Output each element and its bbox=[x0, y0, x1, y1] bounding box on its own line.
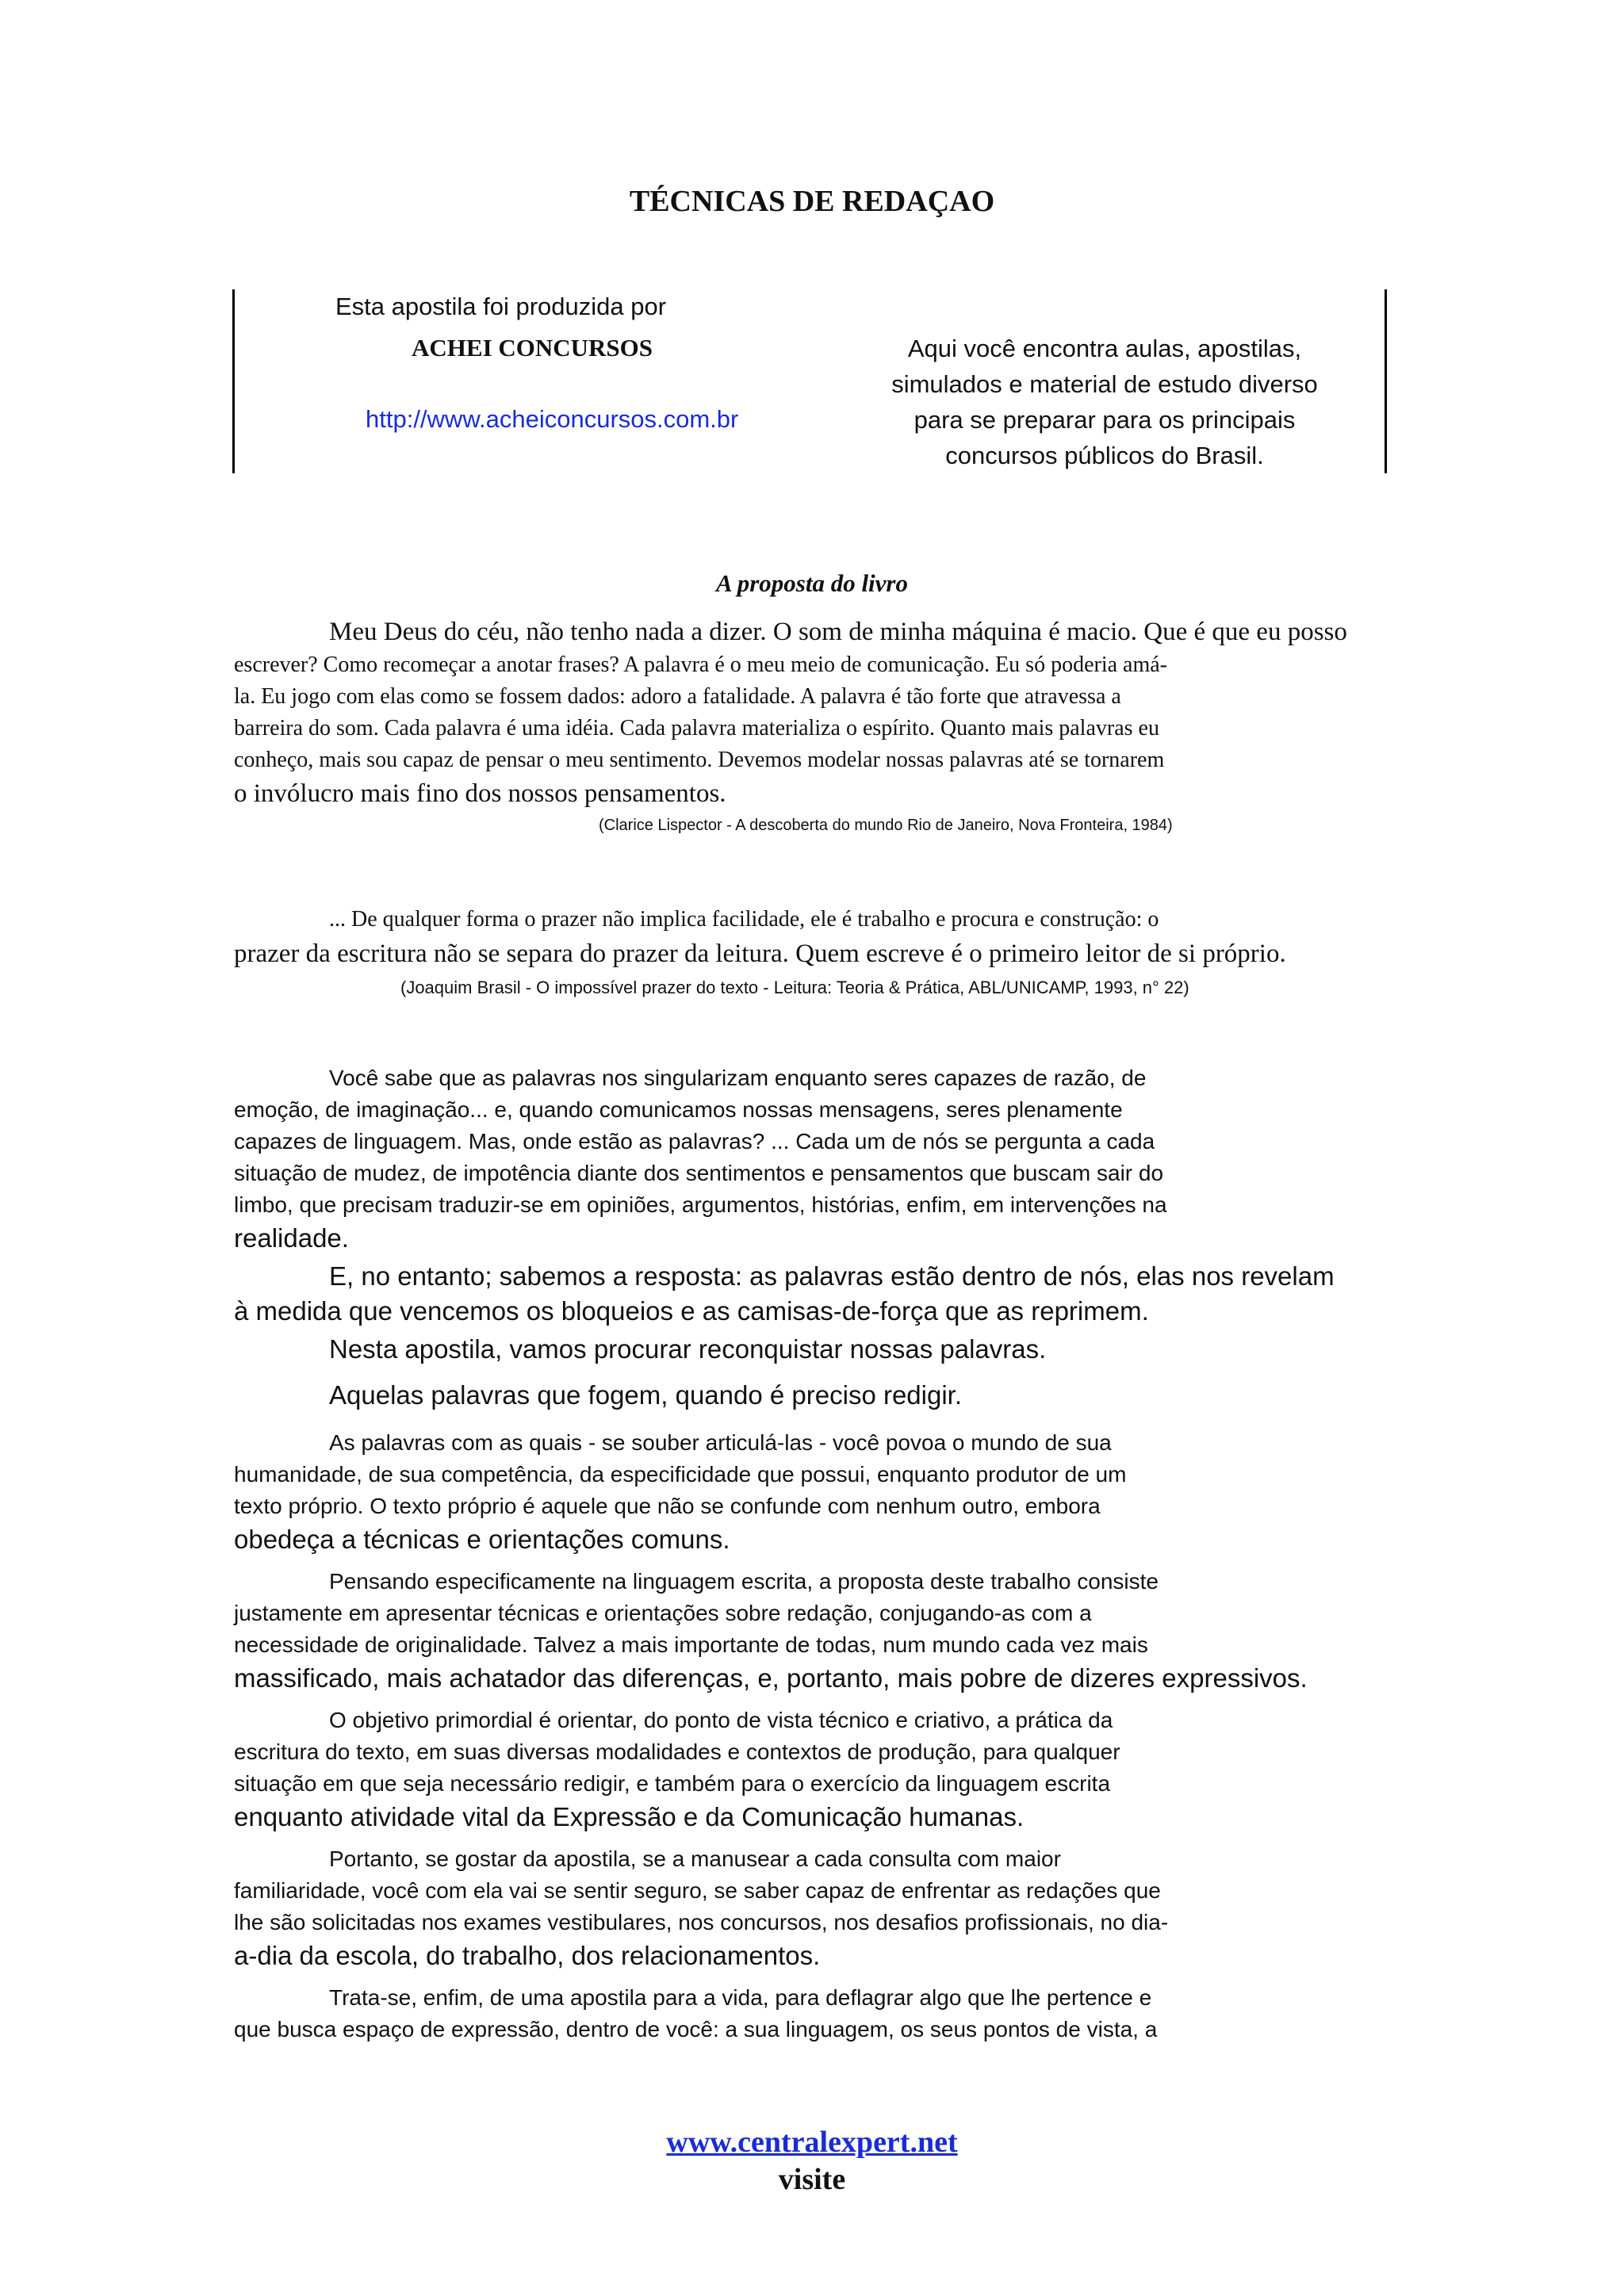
quote-line: conheço, mais sou capaz de pensar o meu sentimento. Devemos modelar nossas palavras até se tornarem bbox=[234, 748, 1165, 772]
body-paragraph bbox=[234, 1566, 1400, 1696]
quote-citation: (Joaquim Brasil - O impossível prazer do texto - Leitura: Teoria & Prática, ABL/UNICAMP, 1993, n° 22) bbox=[400, 978, 1189, 997]
quote-citation: (Clarice Lispector - A descoberta do mundo Rio de Janeiro, Nova Fronteira, 1984) bbox=[599, 817, 1173, 834]
paragraph-line: Trata-se, enfim, de uma apostila para a vida, para deflagrar algo que lhe pertence e bbox=[329, 1985, 1152, 2010]
body-paragraph bbox=[234, 1843, 1400, 1973]
paragraph-line: texto próprio. O texto próprio é aquele que não se confunde com nenhum outro, embora bbox=[234, 1494, 1101, 1518]
org-url-link[interactable]: http://www.acheiconcursos.com.br bbox=[366, 405, 739, 433]
paragraph-line: As palavras com as quais - se souber articulá-las - você povoa o mundo de sua bbox=[329, 1430, 1112, 1455]
paragraph-line: necessidade de originalidade. Talvez a mais importante de todas, num mundo cada vez mais bbox=[234, 1632, 1148, 1657]
paragraph-line: situação em que seja necessário redigir, e também para o exercício da linguagem escrita bbox=[234, 1771, 1111, 1796]
notice-description-line: Aqui você encontra aulas, apostilas, bbox=[907, 335, 1302, 362]
paragraph-line: capazes de linguagem. Mas, onde estão as palavras? ... Cada um de nós se pergunta a cada bbox=[234, 1129, 1155, 1154]
quote-joaquim bbox=[234, 904, 1400, 972]
footer-visit-text: visite bbox=[778, 2163, 846, 2196]
paragraph-line: obedeça a técnicas e orientações comuns. bbox=[234, 1525, 730, 1554]
document-title: TÉCNICAS DE REDAÇAO bbox=[629, 185, 995, 218]
paragraph-line: Aquelas palavras que fogem, quando é preciso redigir. bbox=[329, 1380, 963, 1410]
quote-line: prazer da escritura não se separa do prazer da leitura. Quem escreve é o primeiro leitor de si próprio. bbox=[234, 939, 1286, 968]
body-paragraph bbox=[234, 1427, 1400, 1557]
paragraph-line: emoção, de imaginação... e, quando comunicamos nossas mensagens, seres plenamente bbox=[234, 1097, 1123, 1122]
section-heading: A proposta do livro bbox=[715, 569, 908, 597]
quote-line: o invólucro mais fino dos nossos pensamentos. bbox=[234, 779, 726, 808]
paragraph-line: situação de mudez, de impotência diante dos sentimentos e pensamentos que buscam sair do bbox=[234, 1161, 1164, 1185]
notice-description-line: para se preparar para os principais bbox=[914, 406, 1296, 434]
paragraph-line: limbo, que precisam traduzir-se em opiniões, argumentos, histórias, enfim, em intervenções na bbox=[234, 1192, 1167, 1217]
paragraph-line: Portanto, se gostar da apostila, se a manusear a cada consulta com maior bbox=[329, 1846, 1061, 1871]
paragraph-line: justamente em apresentar técnicas e orientações sobre redação, conjugando-as com a bbox=[234, 1601, 1092, 1625]
paragraph-line: O objetivo primordial é orientar, do ponto de vista técnico e criativo, a prática da bbox=[329, 1708, 1113, 1732]
produced-by-text: Esta apostila foi produzida por bbox=[335, 293, 667, 320]
quote-line: ... De qualquer forma o prazer não implica facilidade, ele é trabalho e procura e construção: o bbox=[329, 907, 1159, 932]
paragraph-line: Pensando especificamente na linguagem escrita, a proposta deste trabalho consiste bbox=[329, 1569, 1159, 1594]
notice-description-line: concursos públicos do Brasil. bbox=[945, 442, 1264, 469]
paragraph-line: lhe são solicitadas nos exames vestibulares, nos concursos, nos desafios profissionais, no dia- bbox=[234, 1910, 1169, 1934]
quote-clarice bbox=[234, 614, 1400, 811]
notice-description bbox=[851, 331, 1358, 473]
paragraph-line: humanidade, de sua competência, da especificidade que possui, enquanto produtor de um bbox=[234, 1462, 1127, 1487]
paragraph-line: Nesta apostila, vamos procurar reconquistar nossas palavras. bbox=[329, 1334, 1047, 1364]
paragraph-line: escritura do texto, em suas diversas modalidades e contextos de produção, para qualquer bbox=[234, 1739, 1120, 1764]
paragraph-line: que busca espaço de expressão, dentro de você: a sua linguagem, os seus pontos de vista, a bbox=[234, 2017, 1158, 2042]
paragraph-line: familiaridade, você com ela vai se sentir seguro, se saber capaz de enfrentar as redações que bbox=[234, 1878, 1161, 1903]
body-paragraph bbox=[234, 1062, 1400, 1256]
body-paragraph bbox=[234, 1259, 1400, 1329]
paragraph-line: à medida que vencemos os bloqueios e as camisas-de-força que as reprimem. bbox=[234, 1296, 1149, 1326]
notice-left-border bbox=[232, 289, 235, 473]
paragraph-line: E, no entanto; sabemos a resposta: as palavras estão dentro de nós, elas nos revelam bbox=[329, 1261, 1335, 1291]
paragraph-line: Você sabe que as palavras nos singularizam enquanto seres capazes de razão, de bbox=[329, 1066, 1147, 1090]
org-name: ACHEI CONCURSOS bbox=[412, 334, 653, 362]
paragraph-line: realidade. bbox=[234, 1223, 349, 1253]
footer-link[interactable]: www.centralexpert.net bbox=[666, 2126, 958, 2159]
quote-line: Meu Deus do céu, não tenho nada a dizer. O som de minha máquina é macio. Que é que eu posso bbox=[329, 618, 1347, 646]
body-paragraph bbox=[234, 1705, 1400, 1835]
body-paragraph bbox=[234, 1378, 1400, 1413]
notice-description-line: simulados e material de estudo diverso bbox=[891, 370, 1318, 398]
quote-line: barreira do som. Cada palavra é uma idéia. Cada palavra materializa o espírito. Quanto mais palavras eu bbox=[234, 716, 1159, 740]
paragraph-line: enquanto atividade vital da Expressão e da Comunicação humanas. bbox=[234, 1802, 1025, 1831]
quote-line: la. Eu jogo com elas como se fossem dados: adoro a fatalidade. A palavra é tão forte que atravessa a bbox=[234, 684, 1121, 709]
body-paragraph bbox=[234, 1982, 1400, 2045]
notice-box bbox=[232, 289, 1387, 473]
paragraph-line: a-dia da escola, do trabalho, dos relacionamentos. bbox=[234, 1941, 821, 1970]
quote-line: escrever? Como recomeçar a anotar frases? A palavra é o meu meio de comunicação. Eu só poderia amá- bbox=[234, 652, 1167, 677]
body-paragraph bbox=[234, 1332, 1400, 1367]
notice-right-border bbox=[1385, 289, 1387, 473]
paragraph-line: massificado, mais achatador das diferenças, e, portanto, mais pobre de dizeres expressivos. bbox=[234, 1663, 1308, 1693]
